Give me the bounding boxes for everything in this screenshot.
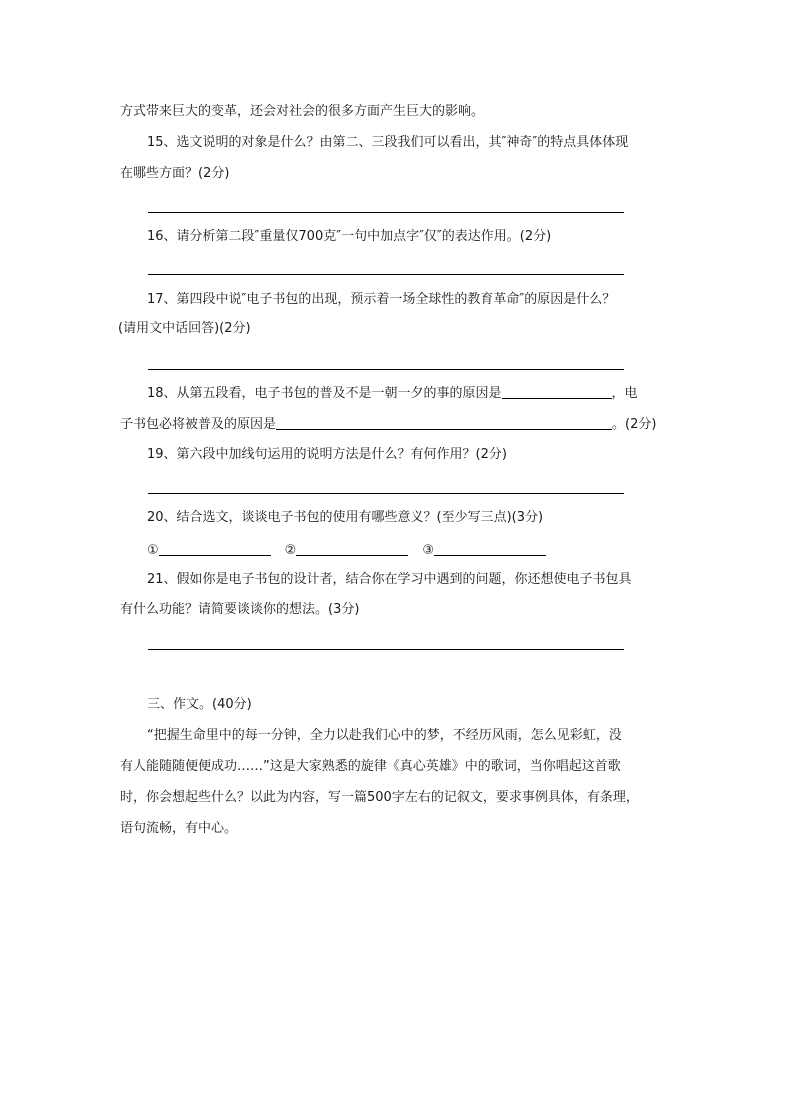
question-18-text-2: 子书包必将被普及的原因是 (120, 417, 277, 432)
question-18-line-1 (147, 384, 638, 403)
question-20: 20、结合选文，谈谈电子书包的使用有哪些意义？(至少写三点)(3分) (147, 510, 544, 525)
question-19: 19、第六段中加线句运用的说明方法是什么？有何作用？(2分) (147, 447, 507, 462)
question-21-line-2: 有什么功能？请简要谈谈你的想法。(3分) (120, 602, 360, 617)
essay-prompt-line-3: 时，你会想起些什么？以此为内容，写一篇500字左右的记叙文，要求事例具体，有条理， (120, 790, 639, 805)
answer-line-17[interactable] (148, 369, 624, 370)
answer-blank-20-3[interactable] (434, 541, 546, 556)
marker-2: ② (284, 543, 297, 558)
question-17-line-2: (请用文中话回答)(2分) (118, 321, 251, 336)
answer-blank-20-2[interactable] (296, 541, 408, 556)
answer-line-19[interactable] (148, 493, 624, 494)
question-21-line-1: 21、假如你是电子书包的设计者，结合你在学习中遇到的问题，你还想使电子书包具 (147, 572, 632, 587)
question-18-line-2 (120, 415, 656, 434)
essay-prompt-line-4: 语句流畅，有中心。 (120, 821, 238, 836)
question-15-line-2: 在哪些方面？(2分) (120, 166, 230, 181)
essay-prompt-line-2: 有人能随随便便成功……”这是大家熟悉的旋律《真心英雄》中的歌词，当你唱起这首歌 (120, 759, 621, 774)
essay-prompt-line-1: “把握生命里中的每一分钟，全力以赴我们心中的梦，不经历风雨，怎么见彩虹，没 (147, 728, 622, 743)
question-18-text-1: 18、从第五段看，电子书包的普及不是一朝一夕的事的原因是 (147, 386, 502, 401)
question-17-line-1: 17、第四段中说″电子书包的出现，预示着一场全球性的教育革命″的原因是什么？ (147, 292, 616, 307)
marker-3: ③ (422, 543, 434, 558)
answer-blank-20-1[interactable] (159, 541, 271, 556)
answer-blank-18b[interactable] (276, 415, 612, 430)
question-18-end-2: 。(2分) (612, 417, 657, 432)
intro-continuation: 方式带来巨大的变革，还会对社会的很多方面产生巨大的影响。 (120, 104, 485, 119)
section-3-heading: 三、作文。(40分) (147, 697, 252, 712)
question-15-line-1: 15、选文说明的对象是什么？由第二、三段我们可以看出，其″神奇″的特点具体体现 (147, 135, 629, 150)
question-16: 16、请分析第二段″重量仅700克″一句中加点字″仅″的表达作用。(2分) (147, 229, 552, 244)
answer-blank-18a[interactable] (502, 384, 612, 399)
answer-line-16[interactable] (148, 274, 624, 275)
question-18-end-1: ，电 (611, 386, 638, 401)
answer-line-21[interactable] (148, 649, 624, 650)
question-20-blanks (147, 541, 546, 560)
answer-line-15[interactable] (148, 212, 624, 213)
marker-1: ① (147, 543, 159, 558)
